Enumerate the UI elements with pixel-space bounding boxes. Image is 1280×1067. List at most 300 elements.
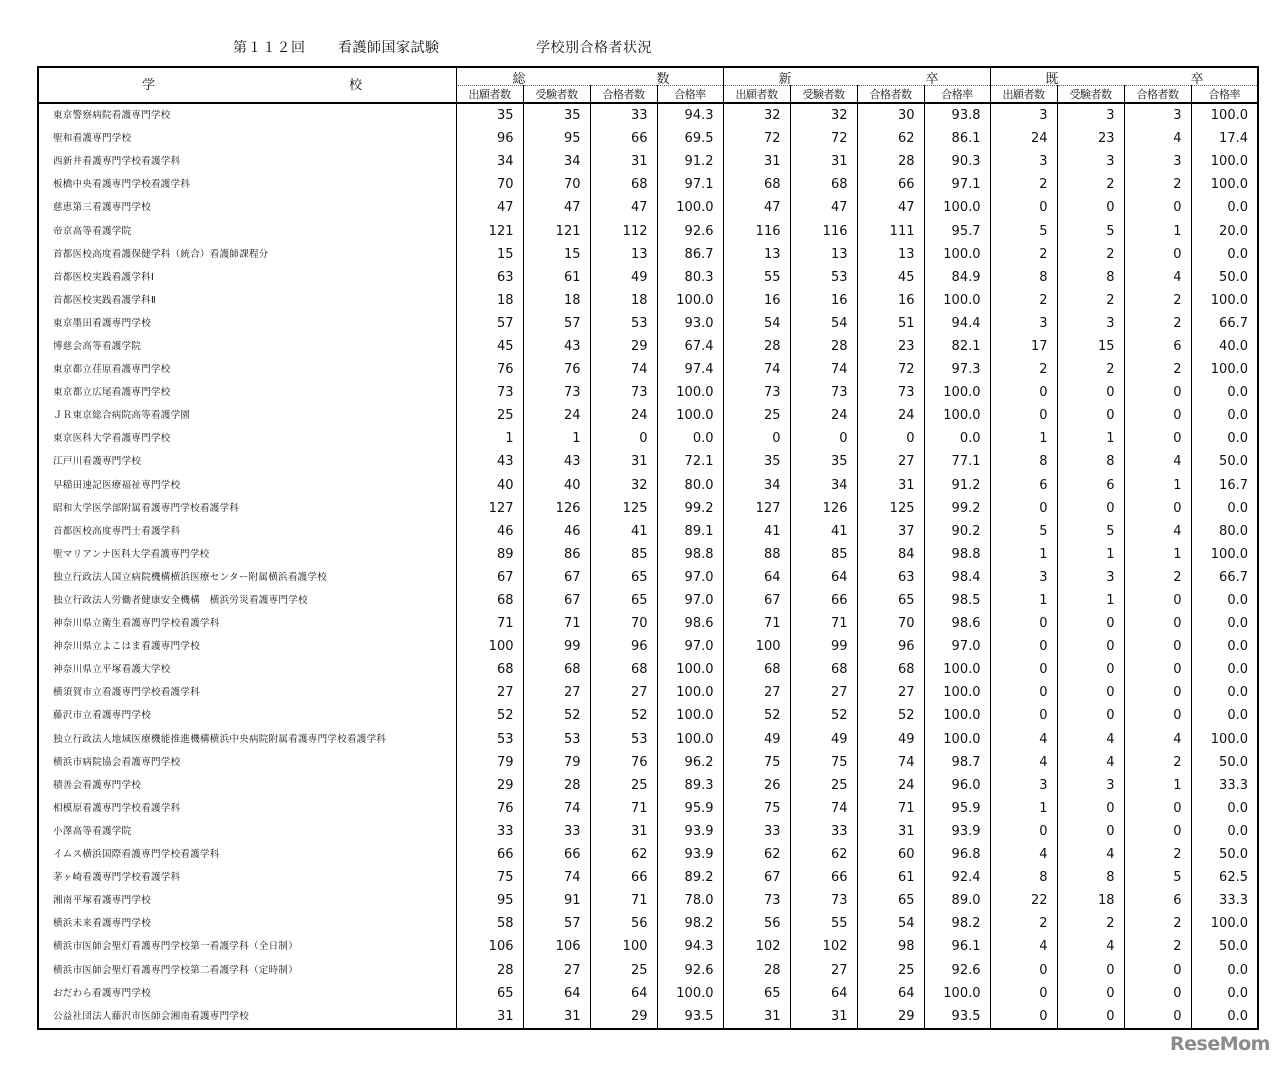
school-name: 首都医校実践看護学科Ⅱ: [53, 294, 156, 306]
table-cell: 33: [523, 820, 590, 843]
table-cell: 34: [523, 150, 590, 173]
title-round: 第１１２回: [233, 40, 306, 56]
table-cell: 25: [590, 774, 657, 797]
table-cell: 13: [857, 243, 924, 266]
table-row: [38, 912, 1258, 935]
table-cell: 125: [590, 497, 657, 520]
table-cell: 24: [857, 404, 924, 427]
table-cell: 6: [1057, 474, 1124, 497]
table-cell: 90.2: [924, 520, 990, 543]
resemom-logo: ReseMom: [1170, 1033, 1270, 1055]
table-cell: 73: [590, 381, 657, 404]
table-cell: 66.7: [1191, 566, 1258, 589]
school-name: 公益社団法人藤沢市医師会湘南看護専門学校: [53, 1010, 250, 1022]
table-cell: 3: [1057, 312, 1124, 335]
table-cell: 67: [456, 566, 523, 589]
table-cell: 74: [857, 751, 924, 774]
table-cell: 6: [990, 474, 1057, 497]
table-cell: 121: [523, 219, 590, 242]
table-cell: 100.0: [924, 658, 990, 681]
table-cell: 17.4: [1191, 127, 1258, 150]
table-cell: 0: [1057, 797, 1124, 820]
table-cell: 4: [990, 843, 1057, 866]
table-cell: 33: [456, 820, 523, 843]
table-cell: 1: [1124, 774, 1191, 797]
table-cell: 0.0: [1191, 982, 1258, 1005]
table-cell: 25: [790, 774, 857, 797]
table-cell: 91.2: [924, 474, 990, 497]
table-cell: 54: [723, 312, 790, 335]
school-name: 東京都立広尾看護専門学校: [53, 387, 171, 399]
table-cell: 57: [523, 912, 590, 935]
table-cell: 3: [1057, 150, 1124, 173]
table-cell: 68: [590, 658, 657, 681]
table-cell: 47: [723, 196, 790, 219]
table-cell: 77.1: [924, 450, 990, 473]
table-cell: 2: [1124, 843, 1191, 866]
table-cell: 106: [456, 935, 523, 958]
table-cell: 90.3: [924, 150, 990, 173]
table-cell: 73: [723, 381, 790, 404]
table-cell: 2: [1124, 173, 1191, 196]
table-cell: 0: [990, 612, 1057, 635]
school-name: ＪＲ東京総合病院高等看護学園: [53, 410, 191, 422]
table-cell: 0: [1057, 704, 1124, 727]
sub-header-pass-rate: 合格率: [657, 86, 723, 104]
table-cell: 100.0: [657, 982, 723, 1005]
table-cell: 64: [523, 982, 590, 1005]
table-cell: 18: [590, 289, 657, 312]
table-cell: 98: [857, 935, 924, 958]
table-cell: 66: [523, 843, 590, 866]
table-row: [38, 681, 1258, 704]
table-cell: 34: [456, 150, 523, 173]
table-cell: 8: [990, 450, 1057, 473]
table-cell: 8: [990, 266, 1057, 289]
table-cell: 98.8: [924, 543, 990, 566]
table-cell: 0: [1124, 497, 1191, 520]
school-name: 聖マリアンナ医科大学看護専門学校: [53, 548, 210, 560]
table-cell: 99.2: [657, 497, 723, 520]
table-cell: 16: [857, 289, 924, 312]
table-row: [38, 358, 1258, 381]
table-cell: 20.0: [1191, 219, 1258, 242]
table-cell: 8: [1057, 266, 1124, 289]
table-cell: 1: [1057, 543, 1124, 566]
table-cell: 100.0: [924, 196, 990, 219]
table-cell: 0.0: [924, 427, 990, 450]
table-cell: 80.0: [657, 474, 723, 497]
sub-header-examinees: 受験者数: [790, 86, 857, 104]
table-cell: 126: [790, 497, 857, 520]
table-cell: 1: [1057, 589, 1124, 612]
table-cell: 33: [723, 820, 790, 843]
school-name: 神奈川県立衛生看護専門学校看護学科: [53, 618, 220, 630]
table-row: [38, 543, 1258, 566]
table-cell: 0: [1057, 404, 1124, 427]
table-cell: 41: [590, 520, 657, 543]
table-cell: 76: [523, 358, 590, 381]
table-cell: 98.7: [924, 751, 990, 774]
table-cell: 33: [590, 103, 657, 127]
table-cell: 0: [1057, 612, 1124, 635]
table-cell: 70: [456, 173, 523, 196]
table-cell: 80.3: [657, 266, 723, 289]
table-cell: 98.6: [924, 612, 990, 635]
table-cell: 100.0: [1191, 728, 1258, 751]
table-cell: 0: [1124, 589, 1191, 612]
table-cell: 91.2: [657, 150, 723, 173]
table-cell: 69.5: [657, 127, 723, 150]
table-cell: 0: [1057, 381, 1124, 404]
table-cell: 98.5: [924, 589, 990, 612]
table-cell: 0: [723, 427, 790, 450]
table-cell: 0: [1057, 497, 1124, 520]
table-cell: 23: [1057, 127, 1124, 150]
table-cell: 0: [1124, 612, 1191, 635]
table-cell: 100.0: [657, 381, 723, 404]
table-cell: 93.9: [657, 820, 723, 843]
table-cell: 24: [990, 127, 1057, 150]
table-cell: 53: [456, 728, 523, 751]
table-cell: 37: [857, 520, 924, 543]
table-row: [38, 335, 1258, 358]
table-cell: 49: [857, 728, 924, 751]
table-cell: 98.2: [657, 912, 723, 935]
school-name: 博慈会高等看護学院: [53, 340, 142, 352]
table-cell: 79: [456, 751, 523, 774]
table-cell: 24: [590, 404, 657, 427]
table-row: [38, 427, 1258, 450]
school-name: 独立行政法人国立病院機構横浜医療センター附属横浜看護学校: [53, 571, 328, 583]
table-cell: 31: [723, 1005, 790, 1029]
table-cell: 50.0: [1191, 751, 1258, 774]
table-row: [38, 612, 1258, 635]
table-cell: 4: [990, 728, 1057, 751]
table-row: [38, 196, 1258, 219]
table-cell: 97.0: [924, 635, 990, 658]
table-row: [38, 774, 1258, 797]
table-cell: 67: [523, 566, 590, 589]
table-cell: 41: [790, 520, 857, 543]
table-cell: 73: [523, 381, 590, 404]
table-cell: 95.7: [924, 219, 990, 242]
table-cell: 0.0: [1191, 820, 1258, 843]
table-row: [38, 704, 1258, 727]
table-cell: 0: [1124, 635, 1191, 658]
table-row: [38, 266, 1258, 289]
table-cell: 63: [857, 566, 924, 589]
table-cell: 121: [456, 219, 523, 242]
table-cell: 112: [590, 219, 657, 242]
table-cell: 73: [790, 889, 857, 912]
table-cell: 49: [590, 266, 657, 289]
table-cell: 57: [523, 312, 590, 335]
table-cell: 96: [590, 635, 657, 658]
table-cell: 102: [790, 935, 857, 958]
table-cell: 0: [1057, 681, 1124, 704]
table-cell: 4: [1057, 751, 1124, 774]
table-cell: 74: [723, 358, 790, 381]
school-name: 独立行政法人地域医療機能推進機構横浜中央病院附属看護専門学校看護学科: [53, 733, 387, 745]
table-cell: 64: [790, 566, 857, 589]
table-cell: 50.0: [1191, 266, 1258, 289]
table-cell: 125: [857, 497, 924, 520]
table-cell: 92.4: [924, 866, 990, 889]
table-cell: 79: [523, 751, 590, 774]
table-cell: 28: [857, 150, 924, 173]
table-row: [38, 474, 1258, 497]
table-row: [38, 243, 1258, 266]
table-cell: 116: [790, 219, 857, 242]
table-cell: 94.3: [657, 935, 723, 958]
table-cell: 98.2: [924, 912, 990, 935]
table-cell: 0: [1057, 196, 1124, 219]
table-cell: 0: [990, 982, 1057, 1005]
table-cell: 74: [790, 797, 857, 820]
table-cell: 94.4: [924, 312, 990, 335]
table-cell: 99: [523, 635, 590, 658]
table-cell: 0: [1057, 635, 1124, 658]
table-cell: 3: [990, 774, 1057, 797]
table-cell: 95.9: [924, 797, 990, 820]
table-cell: 25: [723, 404, 790, 427]
table-cell: 100.0: [924, 243, 990, 266]
table-cell: 97.1: [924, 173, 990, 196]
sub-header-pass-rate: 合格率: [924, 86, 990, 104]
table-cell: 33.3: [1191, 889, 1258, 912]
table-cell: 92.6: [657, 219, 723, 242]
table-cell: 27: [523, 681, 590, 704]
table-cell: 96.0: [924, 774, 990, 797]
table-cell: 41: [723, 520, 790, 543]
sub-header-applicants: 出願者数: [456, 86, 523, 104]
school-name: 昭和大学医学部附属看護専門学校看護学科: [53, 502, 240, 514]
table-cell: 0: [790, 427, 857, 450]
table-cell: 71: [790, 612, 857, 635]
table-cell: 93.9: [657, 843, 723, 866]
table-cell: 2: [1124, 751, 1191, 774]
table-cell: 3: [1124, 150, 1191, 173]
table-cell: 64: [790, 982, 857, 1005]
table-cell: 93.0: [657, 312, 723, 335]
table-cell: 97.0: [657, 589, 723, 612]
table-cell: 4: [990, 751, 1057, 774]
table-cell: 97.3: [924, 358, 990, 381]
table-cell: 80.0: [1191, 520, 1258, 543]
table-cell: 96: [857, 635, 924, 658]
school-name: 東京都立荏原看護専門学校: [53, 364, 171, 376]
table-cell: 17: [990, 335, 1057, 358]
table-cell: 61: [857, 866, 924, 889]
table-cell: 126: [523, 497, 590, 520]
table-cell: 47: [790, 196, 857, 219]
table-cell: 1: [990, 797, 1057, 820]
table-cell: 62.5: [1191, 866, 1258, 889]
table-cell: 2: [990, 358, 1057, 381]
group-past-grad-header: 既 卒: [990, 67, 1258, 86]
table-cell: 73: [790, 381, 857, 404]
school-name: 積善会看護専門学校: [53, 779, 142, 791]
table-cell: 100: [590, 935, 657, 958]
table-cell: 5: [1057, 219, 1124, 242]
table-cell: 91: [523, 889, 590, 912]
school-name: 独立行政法人労働者健康安全機構 横浜労災看護専門学校: [53, 595, 308, 607]
table-cell: 93.5: [924, 1005, 990, 1029]
table-cell: 68: [456, 658, 523, 681]
table-cell: 100.0: [1191, 543, 1258, 566]
table-row: [38, 658, 1258, 681]
table-cell: 100.0: [1191, 912, 1258, 935]
table-cell: 68: [456, 589, 523, 612]
table-cell: 46: [523, 520, 590, 543]
table-cell: 40.0: [1191, 335, 1258, 358]
table-cell: 0: [1124, 958, 1191, 981]
table-cell: 66: [790, 866, 857, 889]
table-cell: 76: [456, 797, 523, 820]
table-cell: 3: [990, 150, 1057, 173]
table-cell: 74: [523, 866, 590, 889]
school-name: 神奈川県立平塚看護大学校: [53, 664, 171, 676]
table-cell: 2: [1057, 912, 1124, 935]
table-cell: 72: [790, 127, 857, 150]
table-cell: 72: [857, 358, 924, 381]
table-cell: 53: [590, 728, 657, 751]
table-cell: 31: [523, 1005, 590, 1029]
table-cell: 2: [990, 289, 1057, 312]
table-cell: 24: [790, 404, 857, 427]
table-cell: 60: [857, 843, 924, 866]
table-cell: 0: [1057, 658, 1124, 681]
table-cell: 5: [1124, 866, 1191, 889]
table-cell: 28: [456, 958, 523, 981]
table-cell: 78.0: [657, 889, 723, 912]
table-cell: 100.0: [657, 404, 723, 427]
table-row: [38, 728, 1258, 751]
table-cell: 127: [456, 497, 523, 520]
table-cell: 98.8: [657, 543, 723, 566]
table-cell: 89.2: [657, 866, 723, 889]
table-cell: 28: [790, 335, 857, 358]
table-row: [38, 589, 1258, 612]
school-header-right: 校: [349, 78, 363, 93]
table-cell: 0.0: [1191, 1005, 1258, 1029]
table-cell: 100: [456, 635, 523, 658]
table-cell: 31: [590, 150, 657, 173]
table-cell: 4: [1057, 728, 1124, 751]
table-cell: 70: [523, 173, 590, 196]
table-cell: 100.0: [924, 704, 990, 727]
table-cell: 27: [456, 681, 523, 704]
table-cell: 2: [1057, 289, 1124, 312]
table-cell: 3: [1057, 566, 1124, 589]
table-cell: 1: [1124, 543, 1191, 566]
table-cell: 64: [723, 566, 790, 589]
table-cell: 63: [456, 266, 523, 289]
table-cell: 0: [990, 196, 1057, 219]
table-row: [38, 520, 1258, 543]
table-row: [38, 289, 1258, 312]
table-cell: 65: [456, 982, 523, 1005]
table-cell: 0: [990, 820, 1057, 843]
table-cell: 27: [790, 958, 857, 981]
table-cell: 4: [990, 935, 1057, 958]
table-cell: 97.0: [657, 566, 723, 589]
table-cell: 2: [990, 173, 1057, 196]
table-cell: 43: [523, 450, 590, 473]
table-cell: 27: [723, 681, 790, 704]
table-cell: 75: [723, 797, 790, 820]
sub-header-passers: 合格者数: [590, 86, 657, 104]
table-cell: 6: [1124, 889, 1191, 912]
table-row: [38, 866, 1258, 889]
table-cell: 0: [1057, 982, 1124, 1005]
table-cell: 0: [1124, 381, 1191, 404]
table-cell: 27: [790, 681, 857, 704]
table-cell: 99: [790, 635, 857, 658]
table-row: [38, 820, 1258, 843]
table-row: [38, 404, 1258, 427]
table-cell: 2: [1124, 912, 1191, 935]
table-cell: 70: [590, 612, 657, 635]
table-cell: 67: [723, 866, 790, 889]
table-cell: 0.0: [1191, 243, 1258, 266]
table-cell: 116: [723, 219, 790, 242]
school-name: 早稲田速記医療福祉専門学校: [53, 479, 181, 491]
table-cell: 31: [790, 1005, 857, 1029]
table-cell: 84.9: [924, 266, 990, 289]
table-cell: 62: [857, 127, 924, 150]
table-cell: 8: [1057, 866, 1124, 889]
table-cell: 5: [990, 219, 1057, 242]
table-cell: 54: [857, 912, 924, 935]
table-cell: 0: [990, 497, 1057, 520]
table-cell: 47: [590, 196, 657, 219]
table-cell: 99.2: [924, 497, 990, 520]
table-cell: 0: [990, 681, 1057, 704]
table-cell: 46: [456, 520, 523, 543]
table-cell: 0.0: [1191, 681, 1258, 704]
table-row: [38, 127, 1258, 150]
table-cell: 86.1: [924, 127, 990, 150]
table-cell: 100.0: [924, 681, 990, 704]
table-cell: 15: [456, 243, 523, 266]
table-cell: 0.0: [1191, 196, 1258, 219]
table-cell: 74: [590, 358, 657, 381]
table-cell: 0: [1124, 658, 1191, 681]
table-cell: 53: [523, 728, 590, 751]
table-row: [38, 219, 1258, 242]
table-cell: 98.4: [924, 566, 990, 589]
table-row: [38, 797, 1258, 820]
table-cell: 61: [523, 266, 590, 289]
school-name: 東京警察病院看護専門学校: [53, 110, 171, 122]
table-cell: 97.0: [657, 635, 723, 658]
table-cell: 71: [857, 797, 924, 820]
table-cell: 31: [857, 474, 924, 497]
table-cell: 52: [723, 704, 790, 727]
table-cell: 13: [590, 243, 657, 266]
table-cell: 94.3: [657, 103, 723, 127]
sub-header-pass-rate: 合格率: [1191, 86, 1258, 104]
table-cell: 0: [990, 635, 1057, 658]
table-cell: 2: [1057, 243, 1124, 266]
table-cell: 65: [857, 589, 924, 612]
table-cell: 35: [723, 450, 790, 473]
table-cell: 0.0: [1191, 658, 1258, 681]
school-name: 帝京高等看護学院: [53, 225, 132, 237]
table-cell: 73: [857, 381, 924, 404]
